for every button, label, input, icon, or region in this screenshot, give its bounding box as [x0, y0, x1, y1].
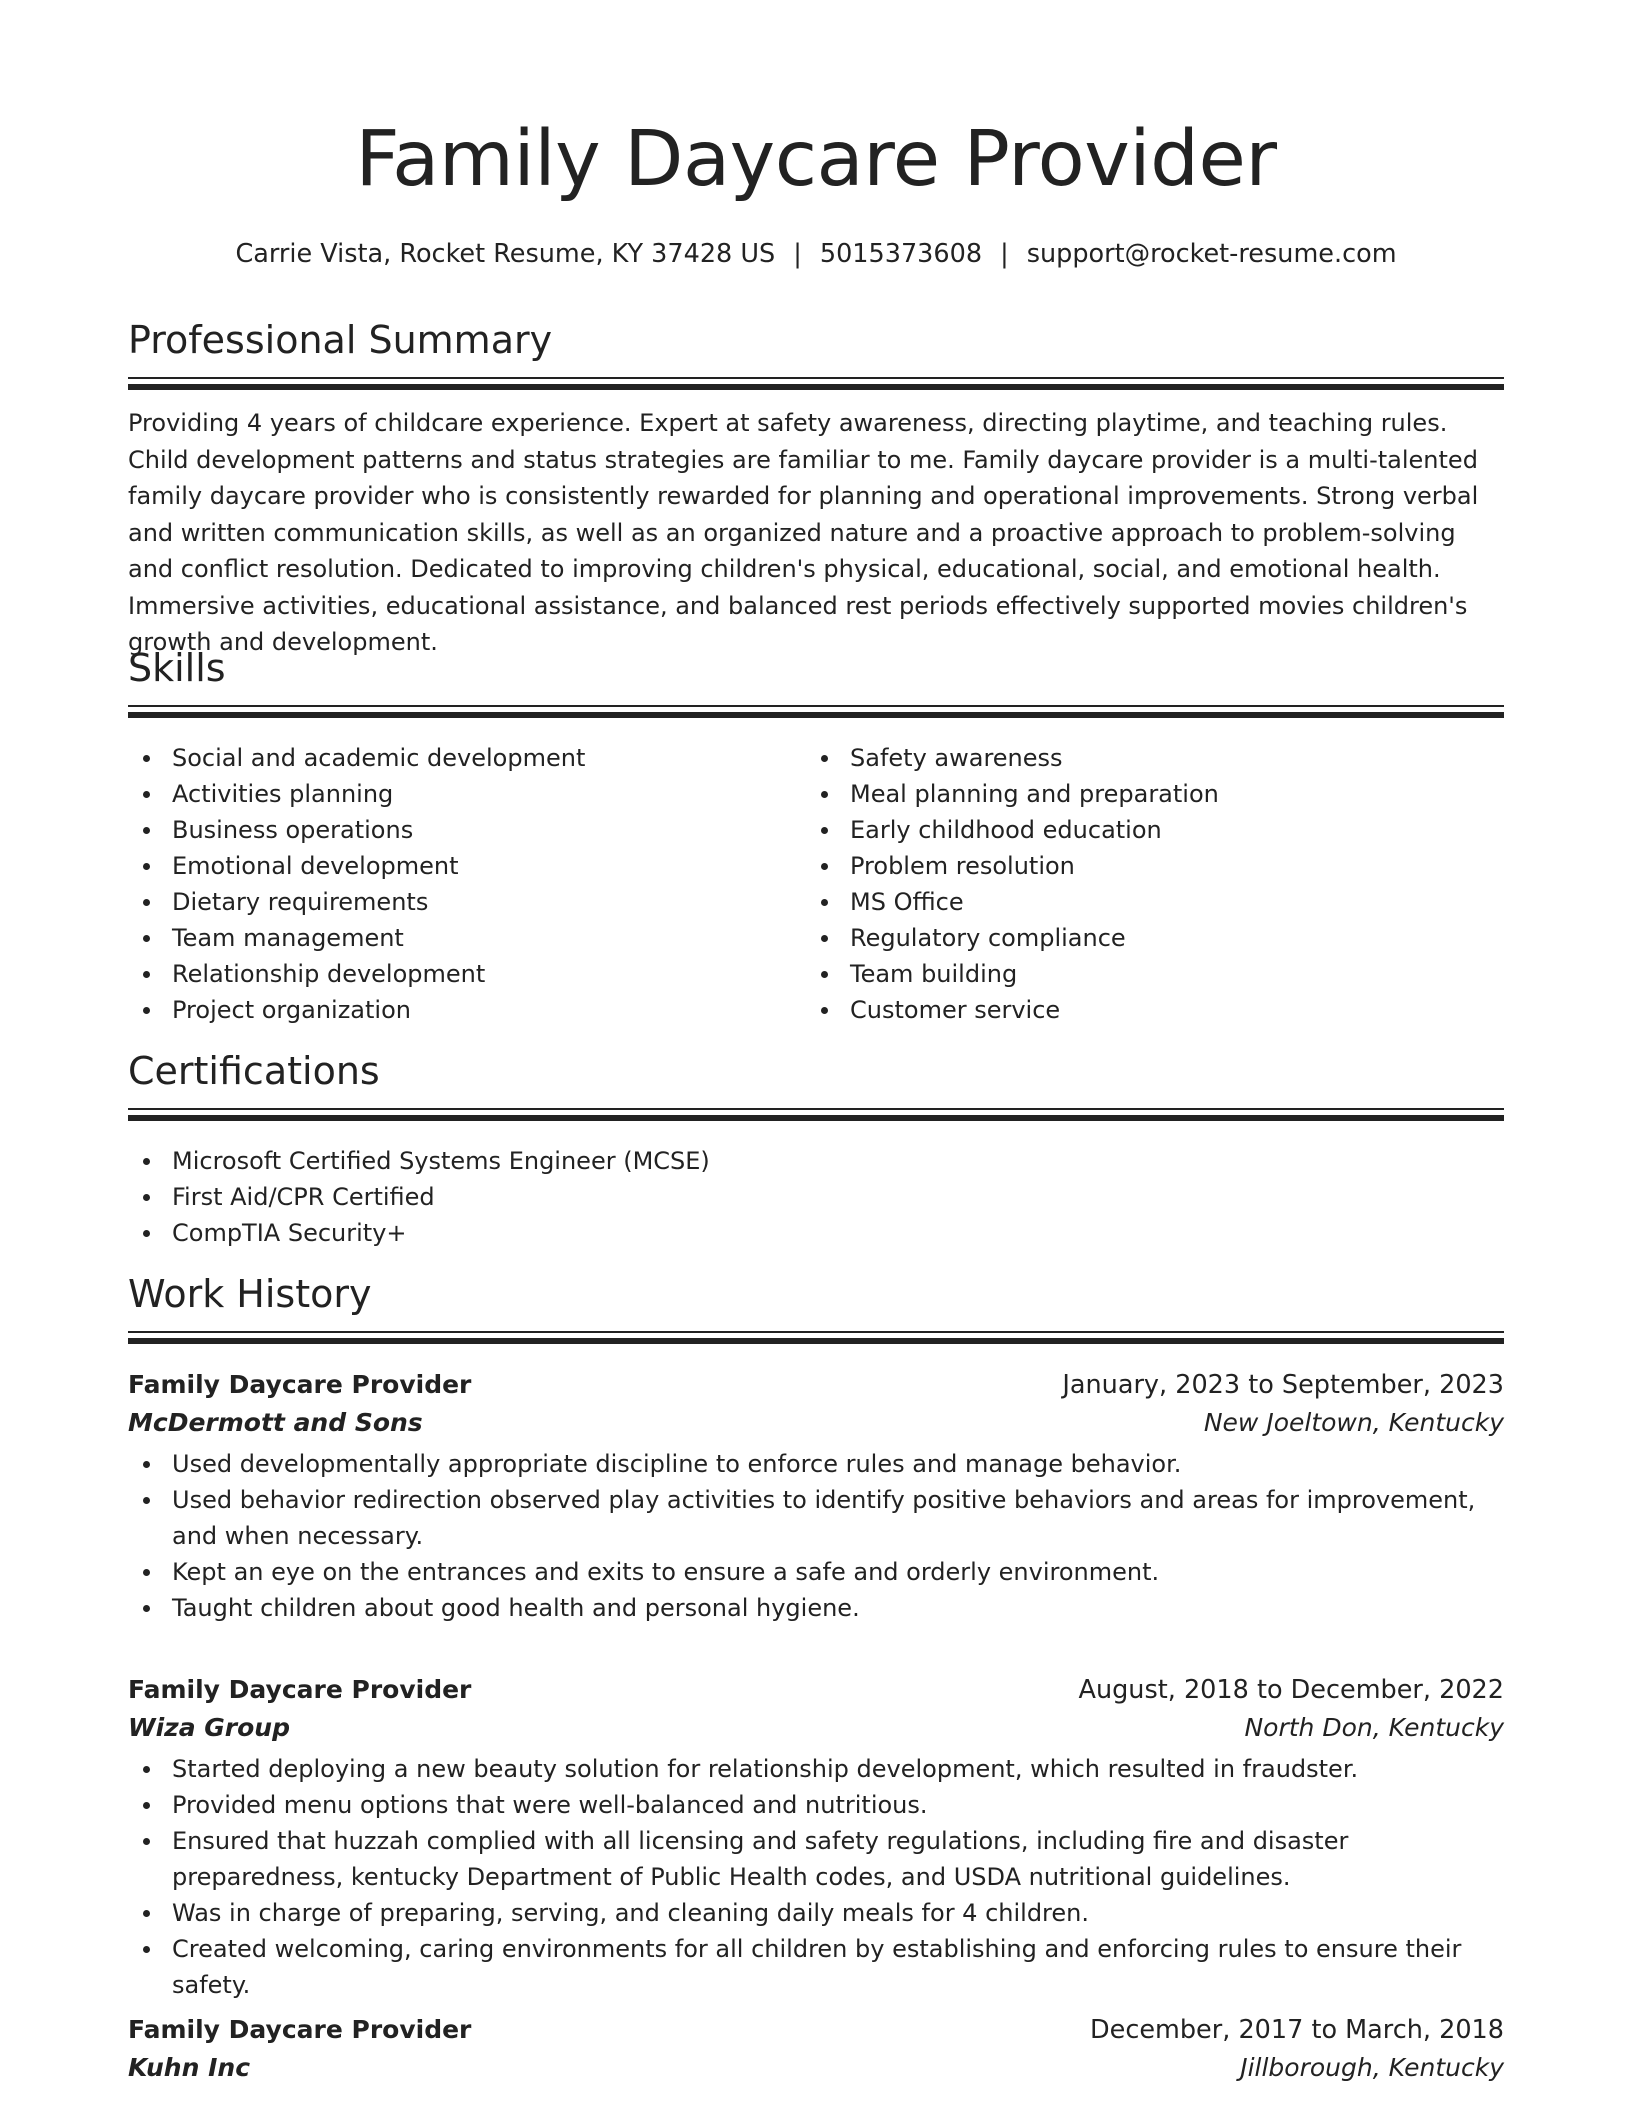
skill-item: Team management [128, 920, 788, 956]
summary-text: Providing 4 years of childcare experience. Expert at safety awareness, directing playtime, and teaching rules. Child development patterns and status strategies are familiar to me. Family daycare provider is a multi-talented family daycare provider who is consistently rewarded for planning and operational improvements. Strong verbal and written communication skills, as well as an organized nature and a proactive approach to problem-solving and conflict resolution. Dedicated to improving children's physical, educational, social, and emotional health. Immersive activities, educational assistance, and balanced rest periods effectively supported movies children's growth and development. [128, 409, 1479, 656]
skills-list-right [806, 740, 1466, 1028]
job-bullet: Taught children about good health and personal hygiene. [128, 1590, 1504, 1626]
job-title: Family Daycare Provider [128, 1370, 472, 1399]
section-divider [128, 1108, 1504, 1121]
work-history-section [128, 1272, 1504, 1344]
skill-item: Regulatory compliance [806, 920, 1466, 956]
contact-email: support@rocket-resume.com [1026, 239, 1397, 269]
job-entry [128, 1370, 1504, 1626]
job-location: Jillborough, Kentucky [1240, 2053, 1504, 2082]
certifications-list [128, 1143, 1504, 1251]
skill-item: Activities planning [128, 776, 788, 812]
job-entry [128, 1675, 1504, 2003]
job-entry [128, 2015, 1504, 2091]
job-title: Family Daycare Provider [128, 1675, 472, 1704]
job-bullet: Ensured that huzzah complied with all licensing and safety regulations, including fire and disaster preparedness, kentucky Department of Public Health codes, and USDA nutritional guidelines. [128, 1823, 1504, 1895]
job-dates: December, 2017 to March, 2018 [1090, 2015, 1504, 2045]
certifications-heading: Certifications [128, 1049, 380, 1093]
section-divider [128, 1331, 1504, 1344]
contact-address: Carrie Vista, Rocket Resume, KY 37428 US [235, 239, 776, 269]
contact-separator: | [793, 239, 802, 269]
job-location: New Joeltown, Kentucky [1203, 1408, 1504, 1437]
job-bullet: Used developmentally appropriate discipline to enforce rules and manage behavior. [128, 1446, 1504, 1482]
job-company: Kuhn Inc [128, 2053, 251, 2082]
skill-item: Project organization [128, 992, 788, 1028]
contact-separator: | [1000, 239, 1009, 269]
skill-item: Team building [806, 956, 1466, 992]
job-bullet: Created welcoming, caring environments for all children by establishing and enforcing rules to ensure their safety. [128, 1931, 1504, 2003]
certification-item: CompTIA Security+ [128, 1215, 1504, 1251]
certifications-section [128, 1049, 1504, 1121]
contact-line [0, 239, 1632, 269]
contact-phone: 5015373608 [819, 239, 983, 269]
skill-item: Social and academic development [128, 740, 788, 776]
job-title: Family Daycare Provider [128, 2015, 472, 2044]
job-dates: August, 2018 to December, 2022 [1078, 1675, 1504, 1705]
job-location: North Don, Kentucky [1244, 1713, 1504, 1742]
skill-item: Relationship development [128, 956, 788, 992]
skill-item: Early childhood education [806, 812, 1466, 848]
skill-item: Meal planning and preparation [806, 776, 1466, 812]
skill-item: Safety awareness [806, 740, 1466, 776]
skills-heading: Skills [128, 646, 226, 690]
skill-item: Emotional development [128, 848, 788, 884]
section-divider [128, 705, 1504, 718]
job-company: Wiza Group [128, 1713, 290, 1742]
summary-section [128, 318, 1504, 390]
job-company: McDermott and Sons [128, 1408, 423, 1437]
skill-item: Customer service [806, 992, 1466, 1028]
skill-item: Dietary requirements [128, 884, 788, 920]
skills-section [128, 646, 1504, 718]
skill-item: Business operations [128, 812, 788, 848]
skills-list-left [128, 740, 788, 1028]
job-bullets [128, 1751, 1504, 2003]
certification-item: Microsoft Certified Systems Engineer (MCSE) [128, 1143, 1504, 1179]
job-bullet: Used behavior redirection observed play activities to identify positive behaviors and areas for improvement, and when necessary. [128, 1482, 1504, 1554]
job-bullet: Kept an eye on the entrances and exits to ensure a safe and orderly environment. [128, 1554, 1504, 1590]
resume-title: Family Daycare Provider [355, 115, 1277, 204]
job-dates: January, 2023 to September, 2023 [1062, 1370, 1504, 1400]
section-divider [128, 377, 1504, 390]
job-bullet: Provided menu options that were well-balanced and nutritious. [128, 1787, 1504, 1823]
certification-item: First Aid/CPR Certified [128, 1179, 1504, 1215]
skill-item: MS Office [806, 884, 1466, 920]
job-bullets [128, 1446, 1504, 1626]
work-history-heading: Work History [128, 1272, 372, 1316]
skill-item: Problem resolution [806, 848, 1466, 884]
summary-heading: Professional Summary [128, 318, 553, 362]
job-bullet: Started deploying a new beauty solution for relationship development, which resulted in fraudster. [128, 1751, 1504, 1787]
job-bullet: Was in charge of preparing, serving, and cleaning daily meals for 4 children. [128, 1895, 1504, 1931]
